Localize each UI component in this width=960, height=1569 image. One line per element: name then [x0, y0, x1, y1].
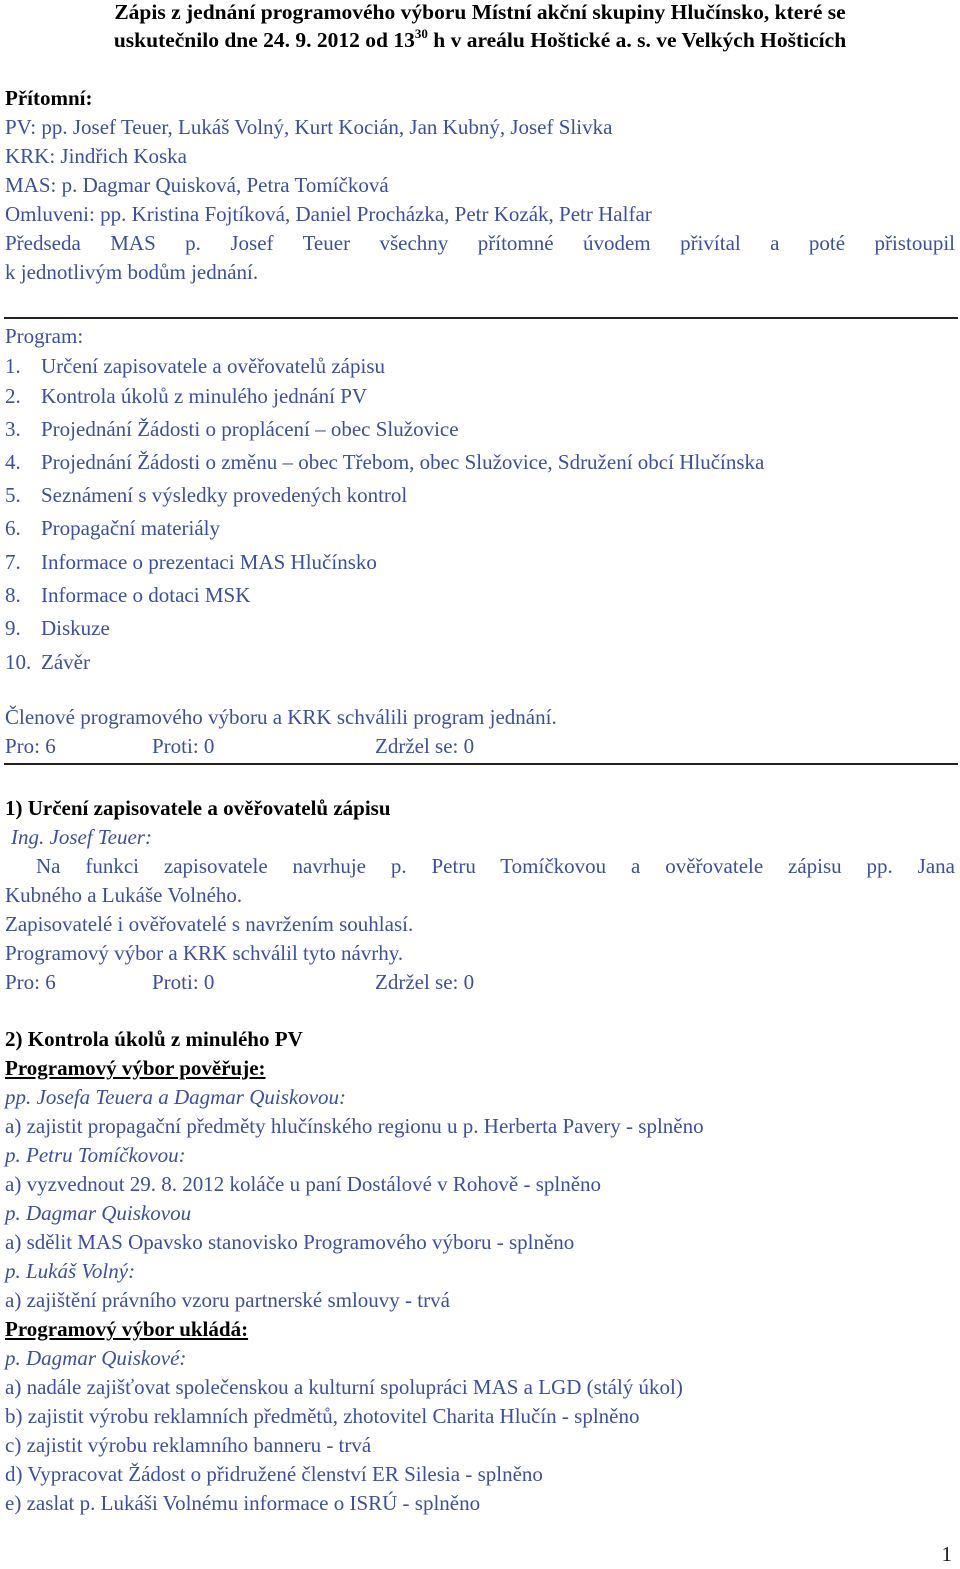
program-vote — [5, 732, 605, 760]
program-item — [5, 448, 764, 476]
program-item-number: 5. — [5, 483, 21, 507]
program-item — [5, 648, 90, 676]
program-item-text: Diskuze — [41, 616, 110, 640]
vote-pro: Pro: 6 — [5, 970, 56, 994]
title-line-2-end: h v areálu Hoštické a. s. ve Velkých Hošticích — [427, 28, 847, 52]
vote-pro: Pro: 6 — [5, 734, 56, 758]
program-item — [5, 548, 377, 576]
attendance-heading: Přítomní: — [5, 86, 93, 110]
section-1-vote — [5, 968, 605, 996]
section-1-agree: Zapisovatelé i ověřovatelé s navržením souhlasí. — [5, 912, 414, 936]
vote-zdrzel: Zdržel se: 0 — [375, 970, 475, 994]
section-2-subheading-assigns: Programový výbor ukládá: — [5, 1317, 249, 1341]
section-2-heading: 2) Kontrola úkolů z minulého PV — [5, 1027, 303, 1051]
program-item-text: Informace o dotaci MSK — [41, 583, 251, 607]
attendance-krk: KRK: Jindřich Koska — [5, 144, 187, 168]
section-1-heading: 1) Určení zapisovatele a ověřovatelů zápisu — [5, 796, 391, 820]
program-item — [5, 581, 250, 609]
section-1-text-line-2: Kubného a Lukáše Volného. — [5, 883, 243, 907]
program-approval: Členové programového výboru a KRK schválili program jednání. — [5, 705, 557, 729]
program-item-number: 6. — [5, 516, 21, 540]
program-item-number: 4. — [5, 450, 21, 474]
task-item: a) zajistit propagační předměty hlučínského regionu u p. Herberta Pavery - splněno — [5, 1114, 704, 1138]
program-heading: Program: — [5, 324, 84, 348]
program-item-text: Kontrola úkolů z minulého jednání PV — [41, 384, 368, 408]
task-item: d) Vypracovat Žádost o přidružené členství ER Silesia - splněno — [5, 1462, 543, 1486]
vote-proti: Proti: 0 — [152, 734, 215, 758]
program-item — [5, 415, 459, 443]
task-item: a) vyzvednout 29. 8. 2012 koláče u paní Dostálové v Rohově - splněno — [5, 1172, 602, 1196]
program-item — [5, 352, 385, 380]
task-item: a) sdělit MAS Opavsko stanovisko Programového výboru - splněno — [5, 1230, 575, 1254]
divider-1 — [4, 317, 958, 319]
attendance-pv: PV: pp. Josef Teuer, Lukáš Volný, Kurt Kocián, Jan Kubný, Josef Slivka — [5, 115, 613, 139]
attendance-excused: Omluveni: pp. Kristina Fojtíková, Daniel Procházka, Petr Kozák, Petr Halfar — [5, 202, 652, 226]
task-item: c) zajistit výrobu reklamního banneru - trvá — [5, 1433, 372, 1457]
intro-line-1: Předseda MAS p. Josef Teuer všechny přítomné úvodem přivítal a poté přistoupil — [5, 231, 955, 255]
program-item-number: 2. — [5, 384, 21, 408]
program-item-number: 8. — [5, 583, 21, 607]
section-1-speaker: Ing. Josef Teuer: — [11, 825, 152, 849]
vote-proti: Proti: 0 — [152, 970, 215, 994]
program-item-number: 3. — [5, 417, 21, 441]
responsible-person: pp. Josefa Teuera a Dagmar Quiskovou: — [5, 1085, 347, 1109]
program-item-number: 1. — [5, 354, 21, 378]
section-2-subheading-delegates: Programový výbor pověřuje: — [5, 1056, 266, 1080]
title-line-2-start: uskutečnilo dne 24. 9. 2012 od 13 — [113, 28, 415, 52]
program-item-number: 9. — [5, 616, 21, 640]
program-item-text: Propagační materiály — [41, 516, 221, 540]
responsible-person: p. Lukáš Volný: — [5, 1259, 136, 1283]
program-item-text: Seznámení s výsledky provedených kontrol — [41, 483, 408, 507]
program-item-number: 10. — [5, 650, 32, 674]
document-title — [0, 0, 960, 54]
section-1-approved: Programový výbor a KRK schválil tyto návrhy. — [5, 941, 404, 965]
vote-zdrzel: Zdržel se: 0 — [375, 734, 475, 758]
title-line-1: Zápis z jednání programového výboru Místní akční skupiny Hlučínsko, které se — [114, 0, 846, 24]
title-time-superscript: 30 — [414, 25, 428, 41]
program-item-text: Závěr — [41, 650, 90, 674]
program-item-text: Projednání Žádosti o proplácení – obec Služovice — [41, 417, 459, 441]
program-item-text: Informace o prezentaci MAS Hlučínsko — [41, 550, 377, 574]
responsible-person: p. Dagmar Quiskové: — [5, 1346, 187, 1370]
section-1-text-line-1: Na funkci zapisovatele navrhuje p. Petru Tomíčkovou a ověřovatele zápisu pp. Jana — [36, 854, 955, 878]
responsible-person: p. Dagmar Quiskovou — [5, 1201, 192, 1225]
responsible-person: p. Petru Tomíčkovou: — [5, 1143, 186, 1167]
task-item: a) zajištění právního vzoru partnerské smlouvy - trvá — [5, 1288, 450, 1312]
program-item-text: Projednání Žádosti o změnu – obec Třebom, obec Služovice, Sdružení obcí Hlučínska — [41, 450, 765, 474]
program-item — [5, 614, 110, 642]
task-item: a) nadále zajišťovat společenskou a kulturní spolupráci MAS a LGD (stálý úkol) — [5, 1375, 683, 1399]
attendance-mas: MAS: p. Dagmar Quisková, Petra Tomíčková — [5, 173, 389, 197]
program-item — [5, 481, 407, 509]
title-line-2 — [0, 26, 960, 54]
program-item — [5, 382, 367, 410]
program-item-text: Určení zapisovatele a ověřovatelů zápisu — [41, 354, 386, 378]
task-item: e) zaslat p. Lukáši Volnému informace o ISRÚ - splněno — [5, 1491, 481, 1515]
page-number: 1 — [941, 1542, 952, 1566]
divider-2 — [4, 763, 958, 765]
program-item — [5, 514, 220, 542]
intro-line-2: k jednotlivým bodům jednání. — [5, 260, 259, 284]
task-item: b) zajistit výrobu reklamních předmětů, zhotovitel Charita Hlučín - splněno — [5, 1404, 640, 1428]
program-item-number: 7. — [5, 550, 21, 574]
